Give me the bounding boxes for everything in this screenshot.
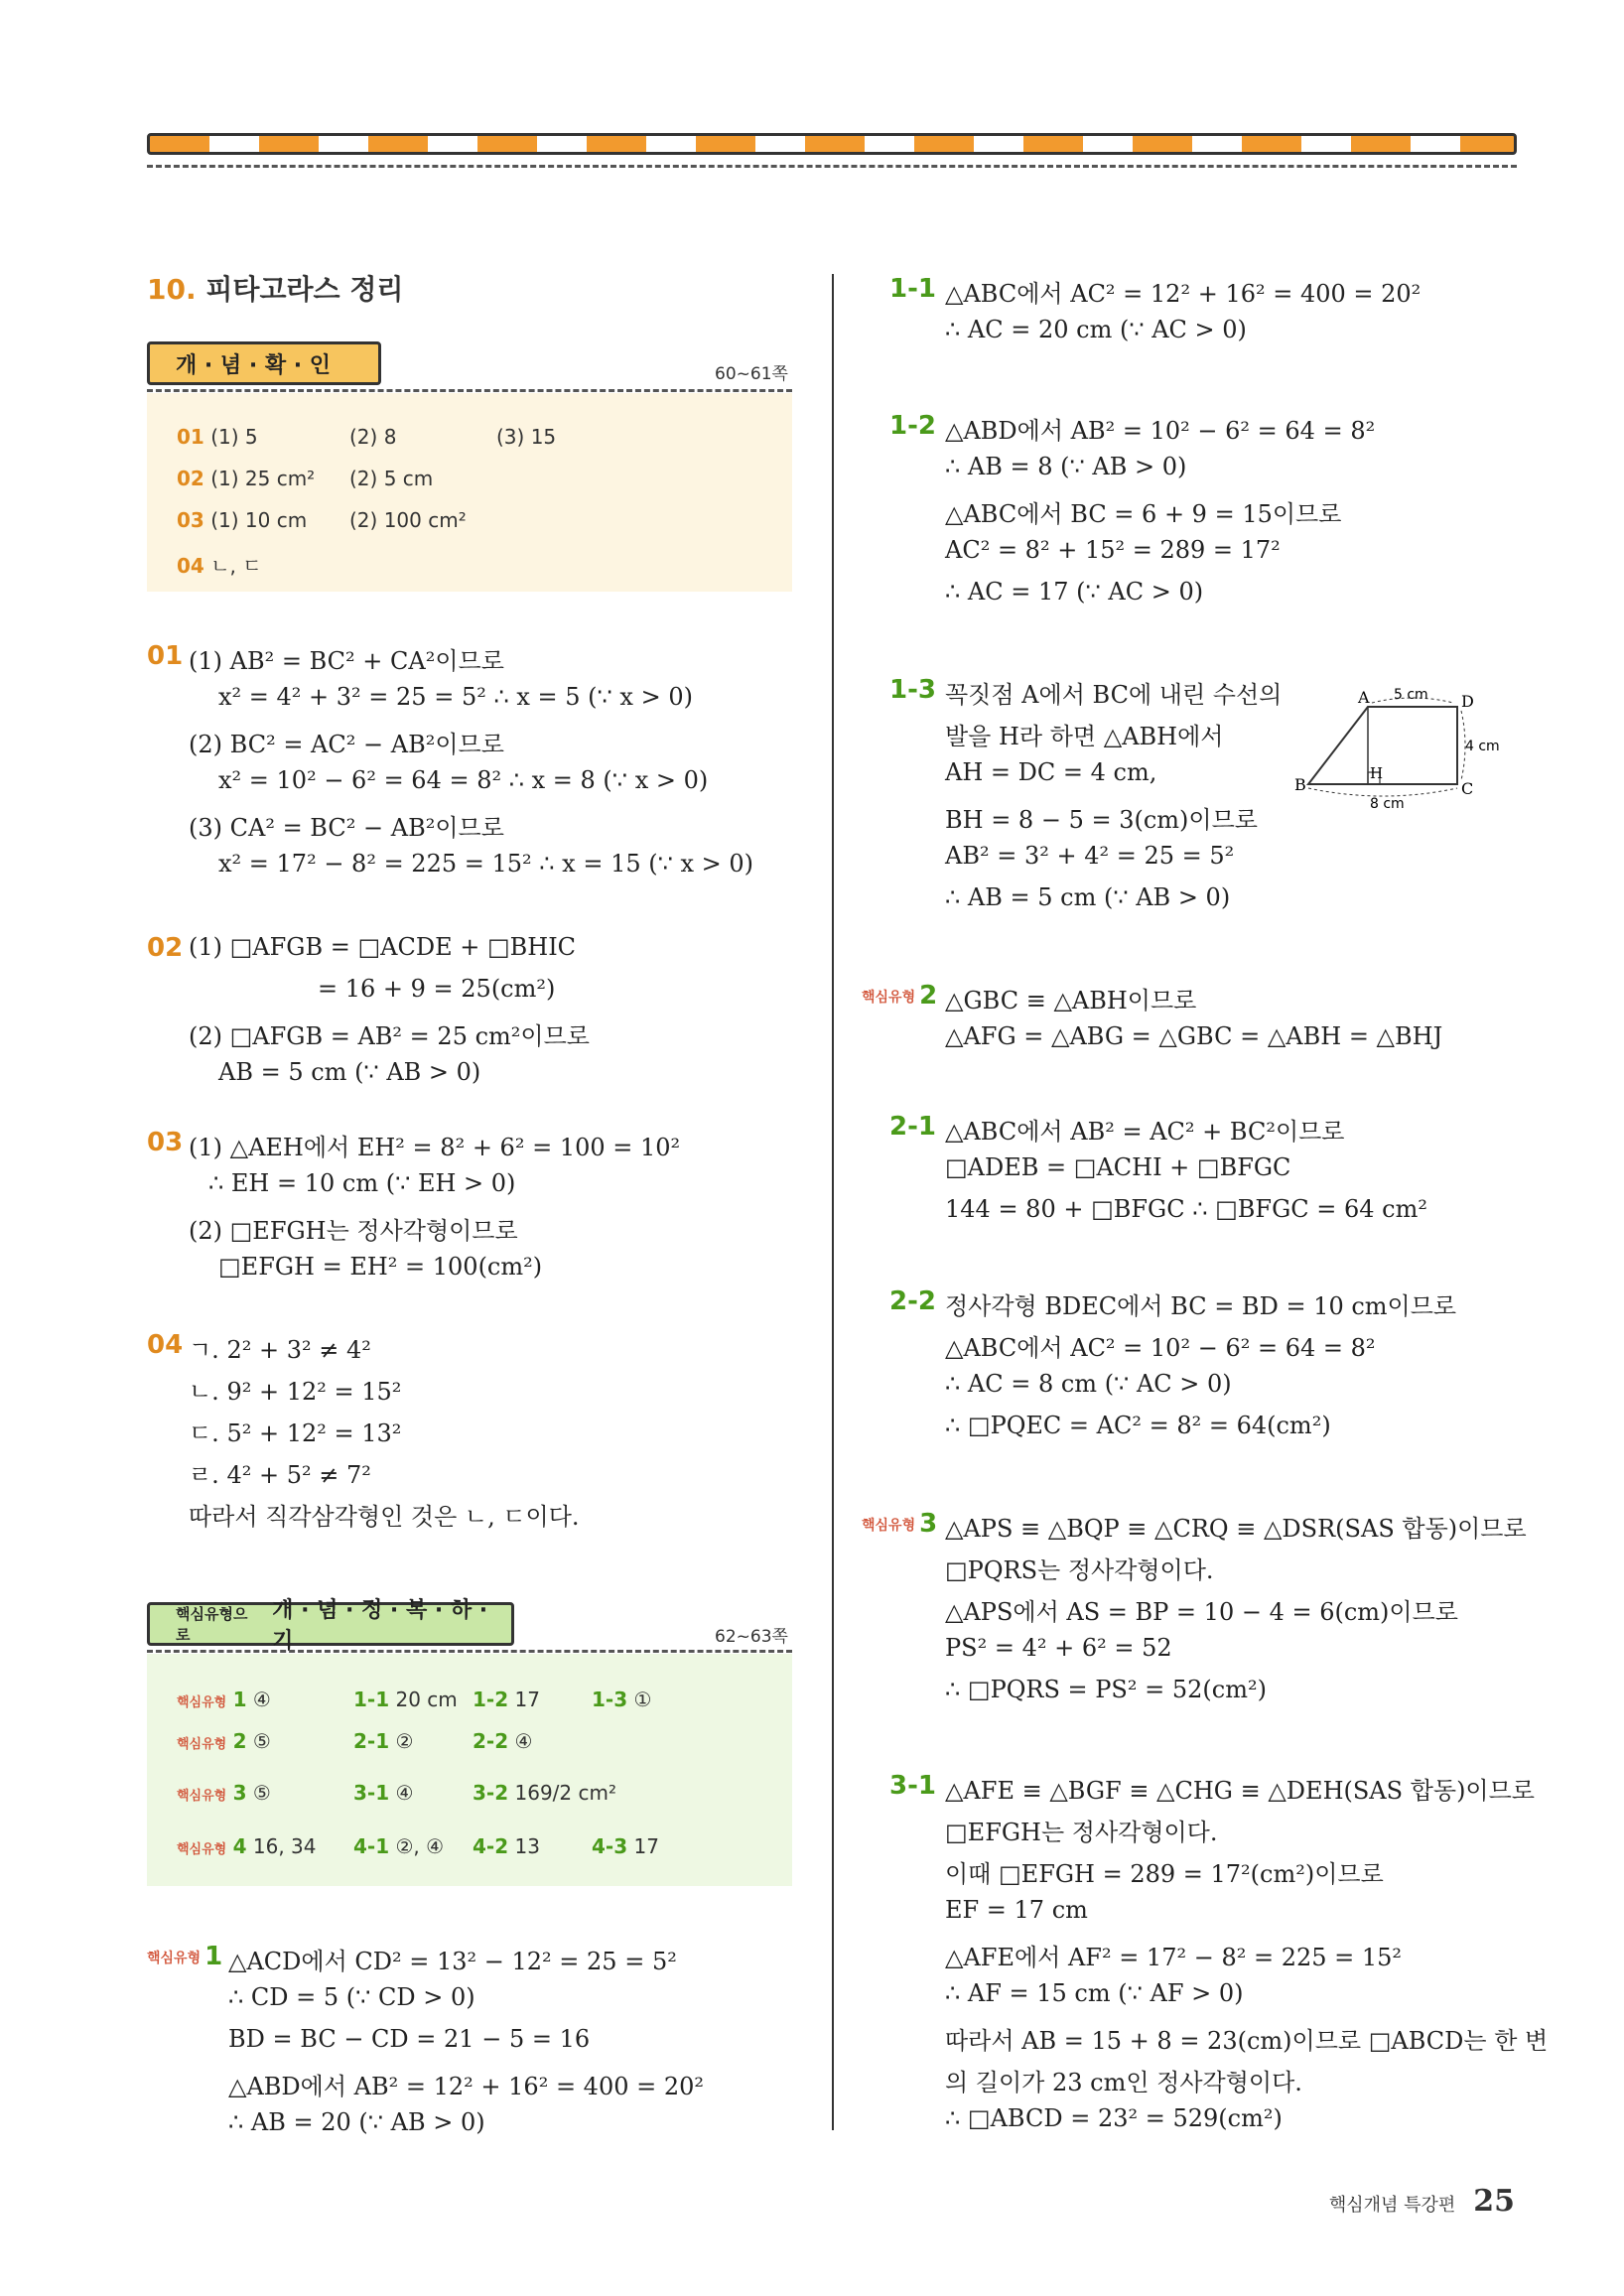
review-answer: [473, 1834, 540, 1858]
trapezoid-figure: [1290, 681, 1519, 810]
solution-line: △ABC에서 AB² = AC² + BC²이므로: [945, 1118, 1345, 1146]
solution-line: PS² = 4² + 6² = 52: [945, 1634, 1172, 1662]
solution-number: 3: [919, 1509, 938, 1539]
solution-line: ∴ CD = 5 (∵ CD > 0): [228, 1983, 475, 2011]
core-tag: 핵심유형: [862, 989, 916, 1006]
top-ribbon: [147, 133, 1517, 155]
solution-line: 따라서 AB = 15 + 8 = 23(cm)이므로 □ABCD는 한 변: [945, 2027, 1549, 2055]
answer-num: 04: [177, 554, 204, 578]
solution-line: ∴ AC = 20 cm (∵ AC > 0): [945, 316, 1247, 343]
answer-text: 20 cm: [395, 1688, 458, 1711]
section-title: 10. 피타고라스 정리: [147, 273, 404, 306]
core-tag: 핵심유형: [177, 1789, 227, 1804]
core-tag: 핵심유형: [177, 1737, 227, 1752]
solution-line: △ABC에서 AC² = 12² + 16² = 400 = 20²: [945, 280, 1421, 308]
solution-line: △AFE에서 AF² = 17² − 8² = 225 = 15²: [945, 1944, 1403, 1971]
solution-line: 꼭짓점 A에서 BC에 내린 수선의: [945, 681, 1283, 709]
solution-line: ∴ AB = 5 cm (∵ AB > 0): [945, 883, 1231, 911]
answer-text: ⑤: [252, 1729, 271, 1753]
solution-line: ∴ AF = 15 cm (∵ AF > 0): [945, 1979, 1244, 2007]
label-c: C: [1461, 779, 1474, 798]
solution-line: △ACD에서 CD² = 13² − 12² = 25 = 5²: [228, 1948, 677, 1975]
box1-dash: [147, 389, 792, 392]
solution-line: ∴ □PQRS = PS² = 52(cm²): [945, 1676, 1267, 1703]
solution-num: [889, 274, 936, 304]
solution-line: △APS에서 AS = BP = 10 − 4 = 6(cm)이므로: [945, 1598, 1458, 1626]
solution-line: 의 길이가 23 cm인 정사각형이다.: [945, 2069, 1302, 2096]
solution-line: □ADEB = □ACHI + □BFGC: [945, 1153, 1291, 1181]
solution-line: ㄷ. 5² + 12² = 13²: [189, 1419, 402, 1447]
solution-line: (3) CA² = BC² − AB²이므로: [189, 814, 504, 842]
answer-num: 1-3: [592, 1688, 628, 1711]
solution-number: 2-1: [889, 1112, 936, 1142]
answer-item: [177, 550, 262, 579]
box2-dash: [147, 1650, 792, 1653]
core-tag: 핵심유형: [177, 1842, 227, 1857]
label-h: H: [1370, 764, 1384, 782]
review-answer: [592, 1834, 659, 1858]
solution-line: ∴ AB = 20 (∵ AB > 0): [228, 2108, 485, 2136]
review-answer: [353, 1688, 458, 1711]
core-num: [147, 1942, 222, 1971]
column-divider: [832, 274, 834, 2130]
box2-pages: 62~63쪽: [715, 1627, 788, 1647]
answer-text: 17: [514, 1688, 540, 1711]
solution-line: □PQRS는 정사각형이다.: [945, 1556, 1214, 1584]
solution-line: AH = DC = 4 cm,: [945, 758, 1157, 786]
solution-num: 02: [147, 933, 184, 963]
solution-num: [889, 675, 936, 705]
answer-item: [496, 425, 556, 449]
answer-text: ④: [514, 1729, 533, 1753]
answer-text: ⑤: [252, 1781, 271, 1805]
answer-text: ④: [252, 1688, 271, 1711]
solution-line: (2) □AFGB = AB² = 25 cm²이므로: [189, 1022, 590, 1050]
core-tag: 핵심유형: [147, 1950, 202, 1966]
solution-number: 1-1: [889, 274, 936, 304]
core-tag: 핵심유형: [862, 1517, 916, 1534]
solution-num: 01: [147, 641, 184, 671]
solution-line: ㄹ. 4² + 5² ≠ 7²: [189, 1461, 371, 1489]
answer-item: [177, 467, 315, 490]
answer-item: [349, 467, 433, 490]
solution-line: 이때 □EFGH = 289 = 17²(cm²)이므로: [945, 1860, 1384, 1888]
solution-line: △AFG = △ABG = △GBC = △ABH = △BHJ: [945, 1022, 1443, 1050]
solution-num: [889, 1112, 936, 1142]
answer-text: (2) 100 cm²: [349, 508, 467, 532]
answer-item: [177, 508, 307, 532]
solution-line: (1) △AEH에서 EH² = 8² + 6² = 100 = 10²: [189, 1134, 681, 1161]
review-answer: [177, 1781, 271, 1805]
answer-item: [349, 508, 467, 532]
review-answer: [353, 1781, 413, 1805]
answer-num: 3: [232, 1781, 247, 1805]
answer-item: [349, 425, 396, 449]
solution-line: BD = BC − CD = 21 − 5 = 16: [228, 2025, 591, 2053]
label-top: 5 cm: [1394, 687, 1428, 703]
answer-text: (3) 15: [496, 425, 557, 449]
review-answer: [473, 1781, 616, 1805]
solution-line: EF = 17 cm: [945, 1896, 1088, 1924]
solution-number: 1-2: [889, 411, 936, 441]
answer-num: 02: [177, 467, 204, 490]
solution-line: ∴ AB = 8 (∵ AB > 0): [945, 453, 1187, 480]
solution-line: △AFE ≡ △BGF ≡ △CHG ≡ △DEH(SAS 합동)이므로: [945, 1777, 1535, 1805]
solution-number: 1-3: [889, 675, 936, 705]
label-d: D: [1461, 692, 1474, 711]
core-number: 1: [204, 1942, 223, 1971]
solution-line: (2) □EFGH는 정사각형이므로: [189, 1217, 518, 1245]
solution-number: 2-2: [889, 1286, 936, 1316]
answer-text: ①: [633, 1688, 652, 1711]
solution-line: (1) □AFGB = □ACDE + □BHIC: [189, 933, 577, 961]
answer-text: 169/2 cm²: [514, 1781, 616, 1805]
core-tag: 핵심유형: [177, 1695, 227, 1710]
review-answer: [353, 1729, 413, 1753]
answer-num: 4-3: [592, 1834, 628, 1858]
answer-text: 16, 34: [252, 1834, 317, 1858]
solution-line: △ABC에서 BC = 6 + 9 = 15이므로: [945, 500, 1342, 528]
label-bottom: 8 cm: [1370, 796, 1405, 810]
answer-num: 1: [232, 1688, 247, 1711]
solution-line: BH = 8 − 5 = 3(cm)이므로: [945, 806, 1258, 834]
answer-num: 01: [177, 425, 204, 449]
solution-line: ∴ □PQEC = AC² = 8² = 64(cm²): [945, 1412, 1331, 1439]
answer-num: 2: [232, 1729, 247, 1753]
answer-num: 3-1: [353, 1781, 390, 1805]
solution-num: [862, 1509, 937, 1539]
ribbon-dashline: [147, 165, 1517, 168]
solution-line: 정사각형 BDEC에서 BC = BD = 10 cm이므로: [945, 1292, 1457, 1320]
solution-num: [889, 1286, 936, 1316]
answer-text: (1) 10 cm: [210, 508, 308, 532]
solution-line: 발을 H라 하면 △ABH에서: [945, 723, 1224, 750]
concept-check-header: 개 · 념 · 확 · 인: [147, 341, 381, 385]
answer-num: 3-2: [473, 1781, 509, 1805]
review-answer: [473, 1688, 540, 1711]
review-answer: [592, 1688, 651, 1711]
solution-line: ∴ EH = 10 cm (∵ EH > 0): [208, 1169, 516, 1197]
answer-num: 4: [232, 1834, 247, 1858]
answer-text: 13: [514, 1834, 540, 1858]
solution-line: = 16 + 9 = 25(cm²): [318, 975, 556, 1003]
solution-number: 2: [919, 981, 938, 1011]
solution-line: x² = 17² − 8² = 225 = 15² ∴ x = 15 (∵ x > 0): [218, 850, 754, 878]
solution-line: AC² = 8² + 15² = 289 = 17²: [945, 536, 1281, 564]
solution-line: ∴ □ABCD = 23² = 529(cm²): [945, 2104, 1283, 2132]
review-answer: [353, 1834, 444, 1858]
review-answer: [177, 1688, 271, 1711]
solution-line: △ABC에서 AC² = 10² − 6² = 64 = 8²: [945, 1334, 1376, 1362]
review-answer: [473, 1729, 532, 1753]
solution-line: (2) BC² = AC² − AB²이므로: [189, 731, 504, 758]
solution-line: (1) AB² = BC² + CA²이므로: [189, 647, 504, 675]
answer-text: ②: [395, 1729, 414, 1753]
solution-line: AB² = 3² + 4² = 25 = 5²: [945, 842, 1235, 870]
answer-text: (1) 5: [210, 425, 258, 449]
solution-num: [889, 411, 936, 441]
solution-line: ㄱ. 2² + 3² ≠ 4²: [189, 1336, 371, 1364]
answer-text: (2) 5 cm: [349, 467, 434, 490]
answer-text: ②, ④: [395, 1834, 445, 1858]
solution-line: 144 = 80 + □BFGC ∴ □BFGC = 64 cm²: [945, 1195, 1427, 1223]
solution-line: ∴ AC = 17 (∵ AC > 0): [945, 578, 1204, 606]
solution-line: △GBC ≡ △ABH이므로: [945, 987, 1197, 1014]
solution-number: 3-1: [889, 1771, 936, 1801]
concept-review-header: 핵심유형으로 개 · 념 · 정 · 복 · 하 · 기: [147, 1602, 514, 1646]
label-b: B: [1294, 775, 1306, 794]
review-answer: [177, 1834, 317, 1858]
page-footer: 핵심개념 특강편 25: [1328, 2184, 1515, 2219]
solution-num: [862, 981, 937, 1011]
solution-line: ㄴ. 9² + 12² = 15²: [189, 1378, 402, 1406]
solution-line: ∴ AC = 8 cm (∵ AC > 0): [945, 1370, 1232, 1398]
solution-num: [889, 1771, 936, 1801]
answer-text: (2) 8: [349, 425, 397, 449]
solution-line: x² = 10² − 6² = 64 = 8² ∴ x = 8 (∵ x > 0): [218, 766, 709, 794]
solution-num: 04: [147, 1330, 184, 1360]
solution-line: x² = 4² + 3² = 25 = 5² ∴ x = 5 (∵ x > 0): [218, 683, 693, 711]
answer-num: 1-1: [353, 1688, 390, 1711]
answer-num: 4-1: [353, 1834, 390, 1858]
solution-num: 03: [147, 1128, 184, 1157]
solution-line: △ABD에서 AB² = 10² − 6² = 64 = 8²: [945, 417, 1376, 445]
solution-line: □EFGH는 정사각형이다.: [945, 1819, 1218, 1846]
answer-text: ㄴ, ㄷ: [210, 554, 262, 578]
answer-text: ④: [395, 1781, 414, 1805]
review-answer: [177, 1729, 271, 1753]
answer-item: [177, 425, 258, 449]
solution-line: △ABD에서 AB² = 12² + 16² = 400 = 20²: [228, 2073, 705, 2100]
solution-line: AB = 5 cm (∵ AB > 0): [218, 1058, 481, 1086]
solution-line: 따라서 직각삼각형인 것은 ㄴ, ㄷ이다.: [189, 1503, 580, 1531]
answer-num: 1-2: [473, 1688, 509, 1711]
label-a: A: [1358, 688, 1370, 707]
answer-num: 4-2: [473, 1834, 509, 1858]
answer-num: 03: [177, 508, 204, 532]
box1-pages: 60~61쪽: [715, 364, 788, 384]
label-right: 4 cm: [1465, 739, 1500, 754]
solution-line: △APS ≡ △BQP ≡ △CRQ ≡ △DSR(SAS 합동)이므로: [945, 1515, 1527, 1543]
answer-text: (1) 25 cm²: [210, 467, 316, 490]
answer-num: 2-1: [353, 1729, 390, 1753]
answer-num: 2-2: [473, 1729, 509, 1753]
answer-text: 17: [633, 1834, 659, 1858]
solution-line: □EFGH = EH² = 100(cm²): [218, 1253, 543, 1281]
